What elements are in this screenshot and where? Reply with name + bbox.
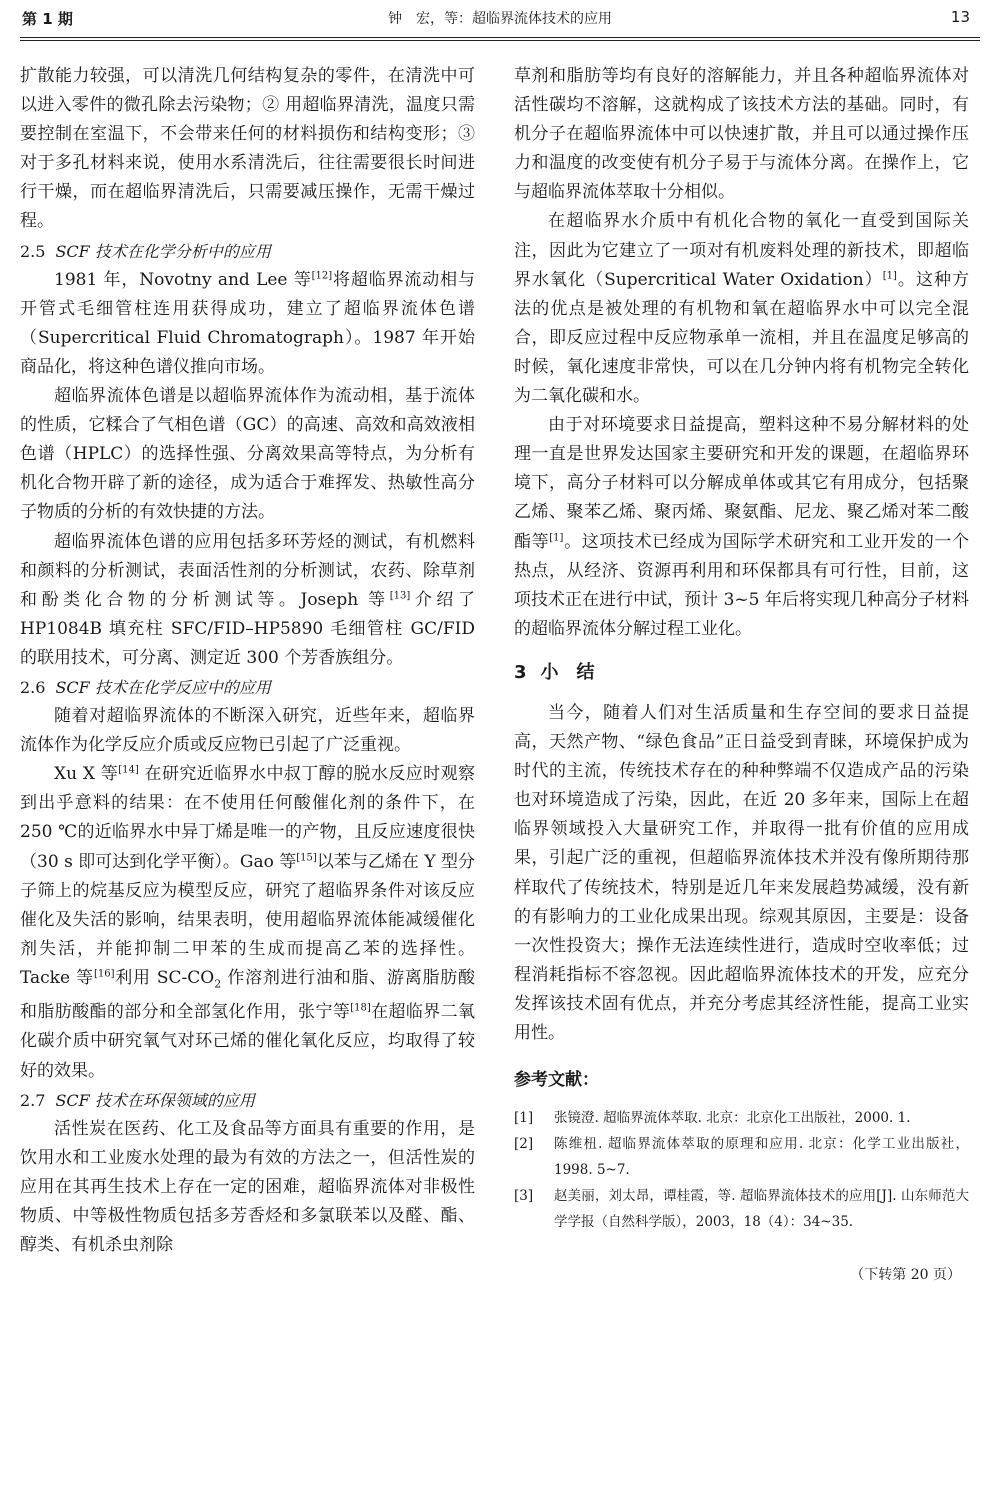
reference-item [514, 1105, 969, 1131]
citation: [13] [389, 590, 411, 602]
section-heading-2-7 [20, 1086, 475, 1115]
section-heading-2-5 [20, 237, 475, 266]
issue-number: 第 1 期 [22, 10, 73, 28]
reference-number: [1] [514, 1110, 534, 1127]
section-heading-2-6 [20, 673, 475, 702]
paragraph: Xu X 等[14] 在研究近临界水中叔丁醇的脱水反应时观察到出乎意料的结果：在不使用任何酸催化剂的条件下，在 250 ℃的近临界水中异丁烯是唯一的产物，且反应速度很快（30 s 即可达到化学平衡）。Gao 等[15]以苯与乙烯在 Y 型分子筛上的烷基反应为模型反应，研究了超临界条件对该反应催化及失活的影响，结果表明，使用超临界流体能减缓催化剂失活，并能抑制二甲苯的生成而提高乙苯的选择性。Tacke 等[16]利用 $SC-CO_2$ 作溶剂进行油和脂、游离脂肪酸和脂肪酸酯的部分和全部氢化作用，张宁等[18]在超临界二氧化碳介质中研究氧气对环己烯的催化氧化反应，均取得了较好的效果。 [20, 764, 476, 1081]
running-title: 钟 宏，等：超临界流体技术的应用 [388, 11, 612, 27]
citation: [15] [296, 851, 317, 863]
section-number: 2.6 [20, 677, 46, 697]
reference-list [514, 1105, 969, 1235]
citation: [16] [93, 968, 115, 980]
citation: [12] [311, 270, 333, 281]
reference-number: [2] [514, 1136, 534, 1153]
header-rule-thin [20, 40, 980, 41]
paragraph: 活性炭在医药、化工及食品等方面具有重要的作用，是饮用水和工业废水处理的最为有效的方法之一，但活性炭的应用在其再生技术上存在一定的困难，超临界流体对非极性物质、中等极性物质包括多芳香烃和多氯联苯以及醛、酯、醇类、有机杀虫剂除 [20, 1118, 475, 1256]
reference-text: 张镜澄. 超临界流体萃取. 北京：北京化工出版社，2000. 1. [554, 1110, 911, 1127]
paragraph: 1981 年，Novotny and Lee 等[12]将超临界流动相与开管式毛细管柱连用获得成功，建立了超临界流体色谱（Supercritical Fluid Chromatograph）。1987 年开始商品化，将这种色谱仪推向市场。 [20, 269, 476, 377]
section-title: SCF 技术在化学分析中的应用 [55, 241, 271, 261]
left-column [20, 62, 475, 1260]
reference-text: 陈维杻. 超临界流体萃取的原理和应用. 北京：化学工业出版社，1998. 5~7. [554, 1136, 969, 1179]
section-heading-3 [514, 658, 969, 687]
paragraph: 在超临界水介质中有机化合物的氧化一直受到国际关注，因此为它建立了一项对有机废料处理的新技术，即超临界水氧化（Supercritical Water Oxidation）[1]。这种方法的优点是被处理的有机物和氧在超临界水中可以完全混合，即反应过程中反应物承单一流相，并且在温度足够高的时候，氧化速度非常快，可以在几分钟内将有机物完全转化为二氧化碳和水。 [514, 211, 970, 407]
reference-item [514, 1131, 969, 1183]
paragraph: 随着对超临界流体的不断深入研究，近些年来，超临界流体作为化学反应介质或反应物已引起了广泛重视。 [20, 706, 475, 756]
paragraph-continued: 扩散能力较强，可以清洗几何结构复杂的零件，在清洗中可以进入零件的微孔除去污染物；② 用超临界清洗，温度只需要控制在室温下，不会带来任何的材料损伤和结构变形；③ 对于多孔材料来说，使用水系清洗后，往往需要很长时间进行干燥，而在超临界清洗后，只需要减压操作，无需干燥过程。 [20, 66, 475, 232]
right-column [514, 62, 969, 1290]
section-number: 2.7 [20, 1090, 46, 1110]
reference-text: 赵美丽，刘太昂，谭桂霞，等. 超临界流体技术的应用[J]. 山东师范大学学报（自然科学版），2003，18（4）：34~35. [554, 1188, 969, 1231]
section-title: SCF 技术在化学反应中的应用 [55, 677, 271, 697]
page-number: 13 [950, 8, 970, 26]
paragraph: 由于对环境要求日益提高，塑料这种不易分解材料的处理一直是世界发达国家主要研究和开发的课题，在超临界环境下，高分子材料可以分解成单体或其它有用成分，包括聚乙烯、聚苯乙烯、聚丙烯、聚氨酯、尼龙、聚乙烯对苯二酸酯等[1]。这项技术已经成为国际学术研究和工业开发的一个热点，从经济、资源再利用和环保都具有可行性，目前，这项技术正在进行中试，预计 3~5 年后将实现几种高分子材料的超临界流体分解过程工业化。 [514, 415, 970, 639]
paragraph-continued: 草剂和脂肪等均有良好的溶解能力，并且各种超临界流体对活性碳均不溶解，这就构成了该技术方法的基础。同时，有机分子在超临界流体中可以快速扩散，并且可以通过操作压力和温度的改变使有机分子易于与流体分离。在操作上，它与超临界流体萃取十分相似。 [514, 66, 969, 203]
paragraph: 当今，随着人们对生活质量和生存空间的要求日益提高，天然产物、“绿色食品”正日益受到青睐，环境保护成为时代的主流，传统技术存在的种种弊端不仅造成产品的污染也对环境造成了污染，因此，在近 20 多年来，国际上在超临界领域投入大量研究工作，并取得一批有价值的应用成果，引起广泛的重视，但超临界流体技术并没有像所期待那样取代了传统技术，特别是近几年来发展趋势减缓，没有新的有影响力的工业化成果出现。综观其原因，主要是：设备一次性投资大；操作无法连续性进行，造成时空收率低；过程消耗指标不容忽视。因此超临界流体技术的开发，应充分发挥该技术固有优点，并充分考虑其经济性能，提高工业实用性。 [514, 702, 969, 1043]
section-number: 2.5 [20, 241, 46, 261]
section-number: 3 [514, 661, 527, 683]
reference-number: [3] [514, 1188, 534, 1205]
citation: [1] [882, 270, 897, 281]
header-rule [20, 37, 980, 38]
section-title: 小 结 [540, 661, 595, 683]
paragraph: 超临界流体色谱是以超临界流体作为流动相，基于流体的性质，它糅合了气相色谱（GC）的高速、高效和高效液相色谱（HPLC）的选择性强、分离效果高等特点，为分析有机化合物开辟了新的途径，成为适合于难挥发、热敏性高分子物质的分析的有效快捷的方法。 [20, 386, 475, 523]
references-heading: 参考文献： [514, 1070, 599, 1091]
citation: [14] [118, 764, 139, 776]
citation: [18] [350, 1002, 371, 1014]
reference-item [514, 1183, 969, 1235]
citation: [1] [549, 531, 564, 543]
paragraph: 超临界流体色谱的应用包括多环芳烃的测试，有机燃料和颜料的分析测试，表面活性剂的分析测试，农药、除草剂和酚类化合物的分析测试等。Joseph 等[13]介绍了 HP1084B 填充柱 SFC/FID–HP5890 毛细管柱 GC/FID 的联用技术，可分离、测定近 300 个芳香族组分。 [20, 531, 475, 668]
section-title: SCF 技术在环保领域的应用 [55, 1090, 255, 1110]
continued-note: （下转第 20 页） [850, 1267, 961, 1284]
